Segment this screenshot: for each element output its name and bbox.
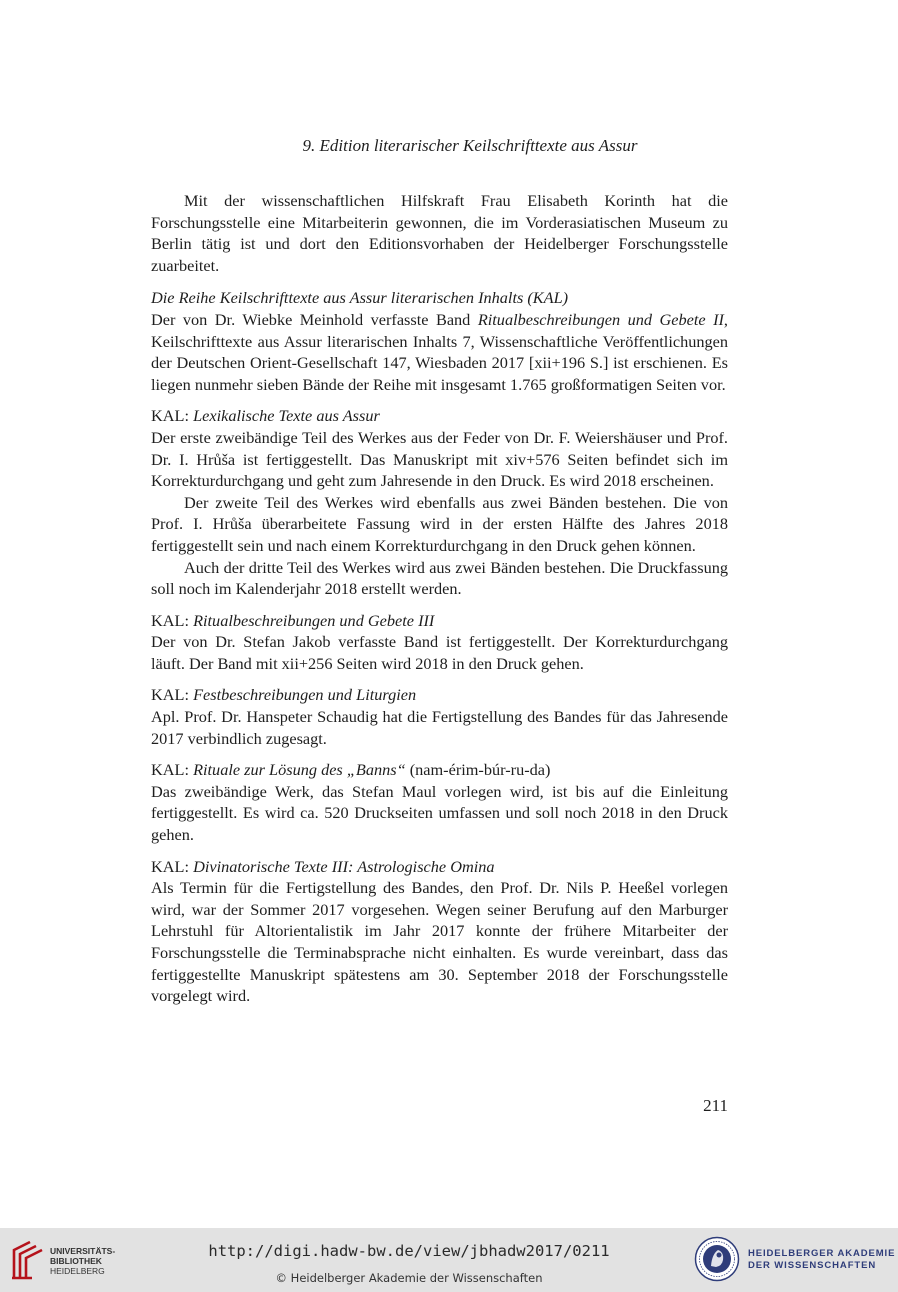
section-prefix: KAL:	[151, 760, 194, 780]
section-prefix: KAL:	[151, 856, 194, 876]
section-paragraph: Auch der dritte Teil des Werkes wird aus zwei Bänden bestehen. Die Druckfassung soll noch im Kalenderjahr 2018 erstellt werden.	[151, 557, 728, 599]
page-number: 211	[703, 1096, 728, 1115]
section-heading-lexical	[151, 405, 728, 427]
ub-logo-line: HEIDELBERG	[50, 1266, 105, 1276]
section-prefix: KAL:	[151, 406, 194, 426]
academy-logo-text	[748, 1248, 895, 1271]
section-title: Rituale zur Lösung des „Banns“	[193, 760, 406, 780]
section-suffix: (nam-érim-búr-ru-da)	[405, 760, 551, 780]
section-heading-festivals	[151, 684, 728, 706]
section-paragraph: Der erste zweibändige Teil des Werkes aus der Feder von Dr. F. Weiershäuser und Prof. Dr. I. Hrůša ist fertiggestellt. Das Manuskript mit xiv+576 Seiten befindet sich im Korrekturdurchgang und geht zum Jahresende in den Druck. Es wird 2018 erscheinen.	[151, 427, 728, 491]
section-paragraph: Als Termin für die Fertigstellung des Bandes, den Prof. Dr. Nils P. Heeßel vorlegen wird, war der Sommer 2017 vorgesehen. Wegen seiner Berufung auf den Marburger Lehrstuhl für Altorientalistik im Jahr 2017 konnte der frühere Mitarbeiter der Forschungsstelle die Terminabsprache nicht einhalten. Es wurde vereinbart, dass das fertiggestellte Manuskript spätestens am 30. September 2018 der Forschungsstelle vorgelegt wird.	[151, 878, 728, 1006]
section-title: Ritualbeschreibungen und Gebete III	[193, 610, 435, 630]
intro-paragraph: Mit der wissenschaftlichen Hilfskraft Frau Elisabeth Korinth hat die Forschungsstelle eine Mitarbeiterin gewonnen, die im Vorderasiatischen Museum zu Berlin tätig ist und dort den Editionsvorhaben der Heidelberger Forschungsstelle zuarbeitet.	[151, 191, 728, 275]
section-paragraph: Das zweibändige Werk, das Stefan Maul vorlegen wird, ist bis auf die Einleitung fertiggestellt. Es wird ca. 520 Druckseiten umfassen und soll noch 2018 in den Druck gehen.	[151, 781, 728, 845]
section-paragraph: Der zweite Teil des Werkes wird ebenfalls aus zwei Bänden bestehen. Die von Prof. I. Hrůša überarbeitete Fassung wird in der ersten Hälfte des Jahres 2018 fertiggestellt sein und nach einem Korrekturdurchgang in den Druck gehen können.	[151, 492, 728, 555]
academy-seal-icon	[694, 1236, 740, 1282]
kal-series-text-before: Der von Dr. Wiebke Meinhold verfasste Band	[151, 309, 478, 329]
section-prefix: KAL:	[151, 685, 194, 705]
copyright-notice: © Heidelberger Akademie der Wissenschaften	[275, 1271, 543, 1285]
section-heading-bann	[151, 759, 728, 781]
section-paragraph: Apl. Prof. Dr. Hanspeter Schaudig hat die Fertigstellung des Bandes für das Jahresende 2017 verbindlich zugesagt.	[151, 707, 728, 748]
section-heading-astrology	[151, 856, 728, 878]
footer-bar	[0, 1228, 898, 1292]
section-title: Festbeschreibungen und Liturgien	[193, 685, 417, 705]
academy-logo-line: DER WISSENSCHAFTEN	[748, 1259, 877, 1271]
section-paragraph: Der von Dr. Stefan Jakob verfasste Band ist fertiggestellt. Der Korrekturdurchgang läuft. Der Band mit xii+256 Seiten wird 2018 in den Druck gehen.	[151, 632, 728, 673]
running-header: 9. Edition literarischer Keilschrifttexte aus Assur	[302, 136, 638, 155]
ub-logo-line: BIBLIOTHEK	[50, 1256, 102, 1266]
section-prefix: KAL:	[151, 610, 194, 630]
kal-series-paragraph	[151, 309, 728, 395]
academy-logo-line: HEIDELBERGER AKADEMIE	[748, 1248, 896, 1259]
body-text	[151, 190, 728, 1007]
kal-series-book-title: Ritualbeschreibungen und Gebete II	[477, 309, 724, 329]
kal-series-heading-text: Die Reihe Keilschrifttexte aus Assur literarischen Inhalts (KAL)	[151, 288, 569, 308]
permalink-url[interactable]: http://digi.hadw-bw.de/view/jbhadw2017/0211	[208, 1242, 610, 1260]
kal-series-heading	[151, 287, 728, 309]
ub-logo-line: UNIVERSITÄTS-	[50, 1246, 116, 1256]
kal-series-text-after: , Keilschrifttexte aus Assur literarischen Inhalts 7, Wissenschaftliche Veröffentlichungen der Deutschen Orient-Gesellschaft 147, Wiesbaden 2017 [xii+196 S.] ist erschienen. Es liegen nunmehr sieben Bände der Reihe mit insgesamt 1.765 großformatigen Seiten vor.	[151, 309, 728, 394]
section-title: Lexikalische Texte aus Assur	[193, 406, 380, 426]
section-heading-ritual	[151, 610, 728, 632]
section-title: Divinatorische Texte III: Astrologische Omina	[193, 856, 495, 876]
